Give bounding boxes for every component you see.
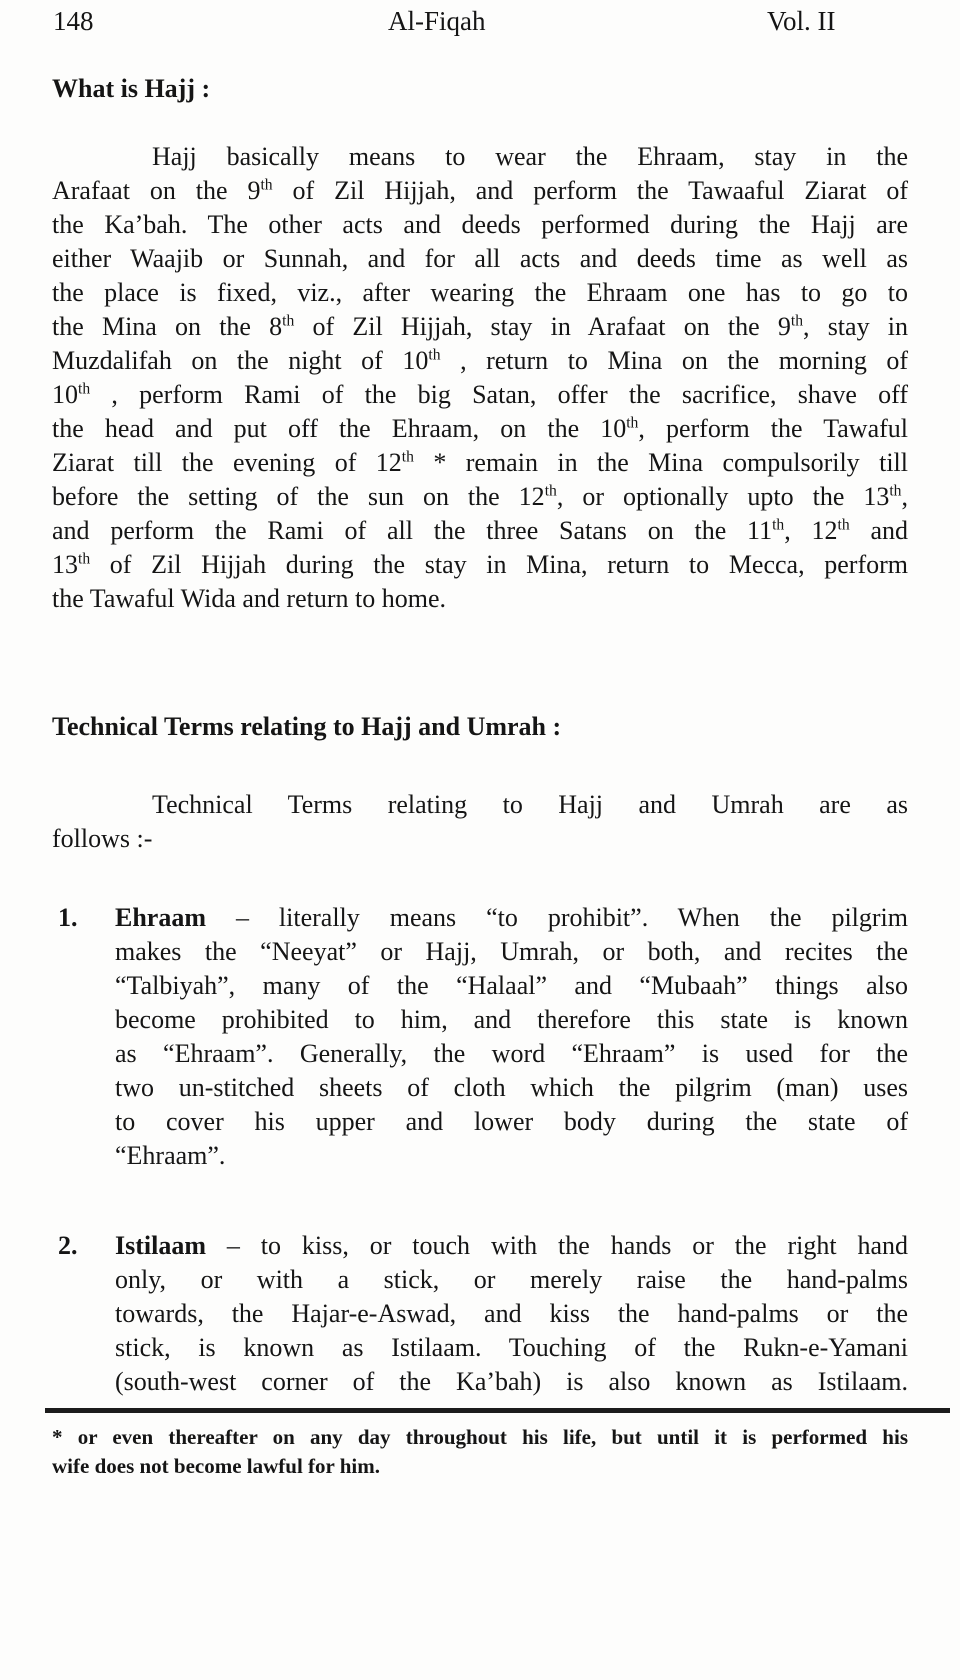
text-run: to cover his upper and lower body during the state of [115, 1107, 908, 1136]
text-run: either Waajib or Sunnah, and for all acts and deeds time as well as [52, 244, 908, 273]
text-run: the head and put off the Ehraam, on the 10 [52, 414, 627, 443]
text-line [52, 1452, 908, 1481]
footnote [52, 1423, 908, 1481]
text-run: the place is fixed, viz., after wearing the Ehraam one has to go to [52, 278, 908, 307]
text-run: follows :- [52, 824, 153, 853]
text-run: the Ka’bah. The other acts and deeds performed during the Hajj are [52, 210, 908, 239]
text-run: , or optionally upto the 13 [556, 482, 890, 511]
text-line [115, 935, 908, 969]
superscript-text: th [428, 346, 441, 364]
superscript-text: th [837, 516, 850, 534]
page-number: 148 [53, 6, 94, 36]
text-run: , stay in [803, 312, 908, 341]
text-line [115, 1071, 908, 1105]
text-line [115, 1139, 908, 1173]
text-run: before the setting of the sun on the 12 [52, 482, 545, 511]
page-header [0, 4, 960, 40]
text-line [52, 310, 908, 344]
text-run: , 12 [784, 516, 838, 545]
text-run: , perform Rami of the big Satan, offer the sacrifice, shave off [90, 380, 908, 409]
volume-label: Vol. II [767, 6, 836, 36]
text-run: * remain in the Mina compulsorily till [413, 448, 908, 477]
superscript-text: th [78, 380, 91, 398]
text-run: as “Ehraam”. Generally, the word “Ehraam” is used for the [115, 1039, 908, 1068]
bold-text: Istilaam [115, 1231, 206, 1260]
paragraph-hajj-definition [52, 140, 908, 616]
text-run: two un-stitched sheets of cloth which the pilgrim (man) uses [115, 1073, 908, 1102]
text-run: * or even thereafter on any day throughout his life, but until it is performed his [52, 1425, 908, 1449]
superscript-text: th [78, 550, 91, 568]
text-line [52, 412, 908, 446]
superscript-text: th [889, 482, 902, 500]
text-run: makes the “Neeyat” or Hajj, Umrah, or both, and recites the [115, 937, 908, 966]
text-line [52, 378, 908, 412]
text-line [115, 901, 908, 935]
text-line [115, 969, 908, 1003]
bold-text: Ehraam [115, 903, 206, 932]
section-heading-technical-terms: Technical Terms relating to Hajj and Umrah : [52, 712, 562, 741]
text-run: and [849, 516, 908, 545]
text-line [52, 140, 908, 174]
superscript-text: th [772, 516, 785, 534]
text-line [115, 1105, 908, 1139]
text-line [115, 1263, 908, 1297]
text-line [52, 344, 908, 378]
text-run: – to kiss, or touch with the hands or the right hand [206, 1231, 908, 1260]
superscript-text: th [544, 482, 557, 500]
text-run: 10 [52, 380, 78, 409]
text-line [115, 1037, 908, 1071]
text-run: Hajj basically means to wear the Ehraam, stay in the [152, 142, 908, 171]
text-run: Technical Terms relating to Hajj and Umrah are as [152, 790, 908, 819]
superscript-text: th [790, 312, 803, 330]
text-run: “Ehraam”. [115, 1141, 226, 1170]
text-run: the Tawaful Wida and return to home. [52, 584, 446, 613]
text-line [52, 446, 908, 480]
text-line [115, 1297, 908, 1331]
text-run: Muzdalifah on the night of 10 [52, 346, 429, 375]
term-body [115, 1229, 908, 1399]
term-body [115, 901, 908, 1173]
text-line [52, 242, 908, 276]
text-line [52, 514, 908, 548]
text-run: (south-west corner of the Ka’bah) is also known as Istilaam. [115, 1367, 908, 1396]
term-item-istilaam [52, 1229, 908, 1399]
text-run: of Zil Hijjah during the stay in Mina, return to Mecca, perform [90, 550, 908, 579]
footnote-separator [45, 1408, 950, 1413]
text-run: towards, the Hajar-e-Aswad, and kiss the hand-palms or the [115, 1299, 908, 1328]
text-run: wife does not become lawful for him. [52, 1454, 380, 1478]
text-line [52, 276, 908, 310]
text-line [52, 208, 908, 242]
text-run: 13 [52, 550, 78, 579]
text-run: and perform the Rami of all the three Satans on the 11 [52, 516, 773, 545]
text-run: Arafaat on the 9 [52, 176, 261, 205]
book-title: Al-Fiqah [388, 6, 486, 36]
text-run: , perform the Tawaful [638, 414, 908, 443]
text-line [52, 788, 908, 822]
text-line [52, 548, 908, 582]
text-run: of Zil Hijjah, and perform the Tawaaful Ziarat of [272, 176, 908, 205]
term-item-ehraam [52, 901, 908, 1173]
text-run: only, or with a stick, or merely raise the hand-palms [115, 1265, 908, 1294]
text-run: of Zil Hijjah, stay in Arafaat on the 9 [294, 312, 791, 341]
text-line [115, 1331, 908, 1365]
superscript-text: th [282, 312, 295, 330]
term-number: 1. [58, 903, 78, 932]
text-run: – literally means “to prohibit”. When the pilgrim [206, 903, 908, 932]
text-line [115, 1229, 908, 1263]
text-line [52, 174, 908, 208]
superscript-text: th [626, 414, 639, 432]
text-line [52, 480, 908, 514]
text-run: the Mina on the 8 [52, 312, 283, 341]
text-run: stick, is known as Istilaam. Touching of the Rukn-e-Yamani [115, 1333, 908, 1362]
text-line [115, 1365, 908, 1399]
section-heading-what-is-hajj: What is Hajj : [52, 74, 211, 103]
text-line [115, 1003, 908, 1037]
terms-list [52, 901, 908, 1399]
text-line [52, 1423, 908, 1452]
text-line [52, 582, 908, 616]
text-run: “Talbiyah”, many of the “Halaal” and “Mubaah” things also [115, 971, 908, 1000]
text-run: become prohibited to him, and therefore this state is known [115, 1005, 908, 1034]
text-run: , return to Mina on the morning of [440, 346, 909, 375]
text-run: , [901, 482, 908, 511]
superscript-text: th [401, 448, 414, 466]
superscript-text: th [260, 176, 273, 194]
paragraph-terms-intro [52, 788, 908, 856]
term-number: 2. [58, 1231, 78, 1260]
text-run: Ziarat till the evening of 12 [52, 448, 402, 477]
text-line [52, 822, 908, 856]
